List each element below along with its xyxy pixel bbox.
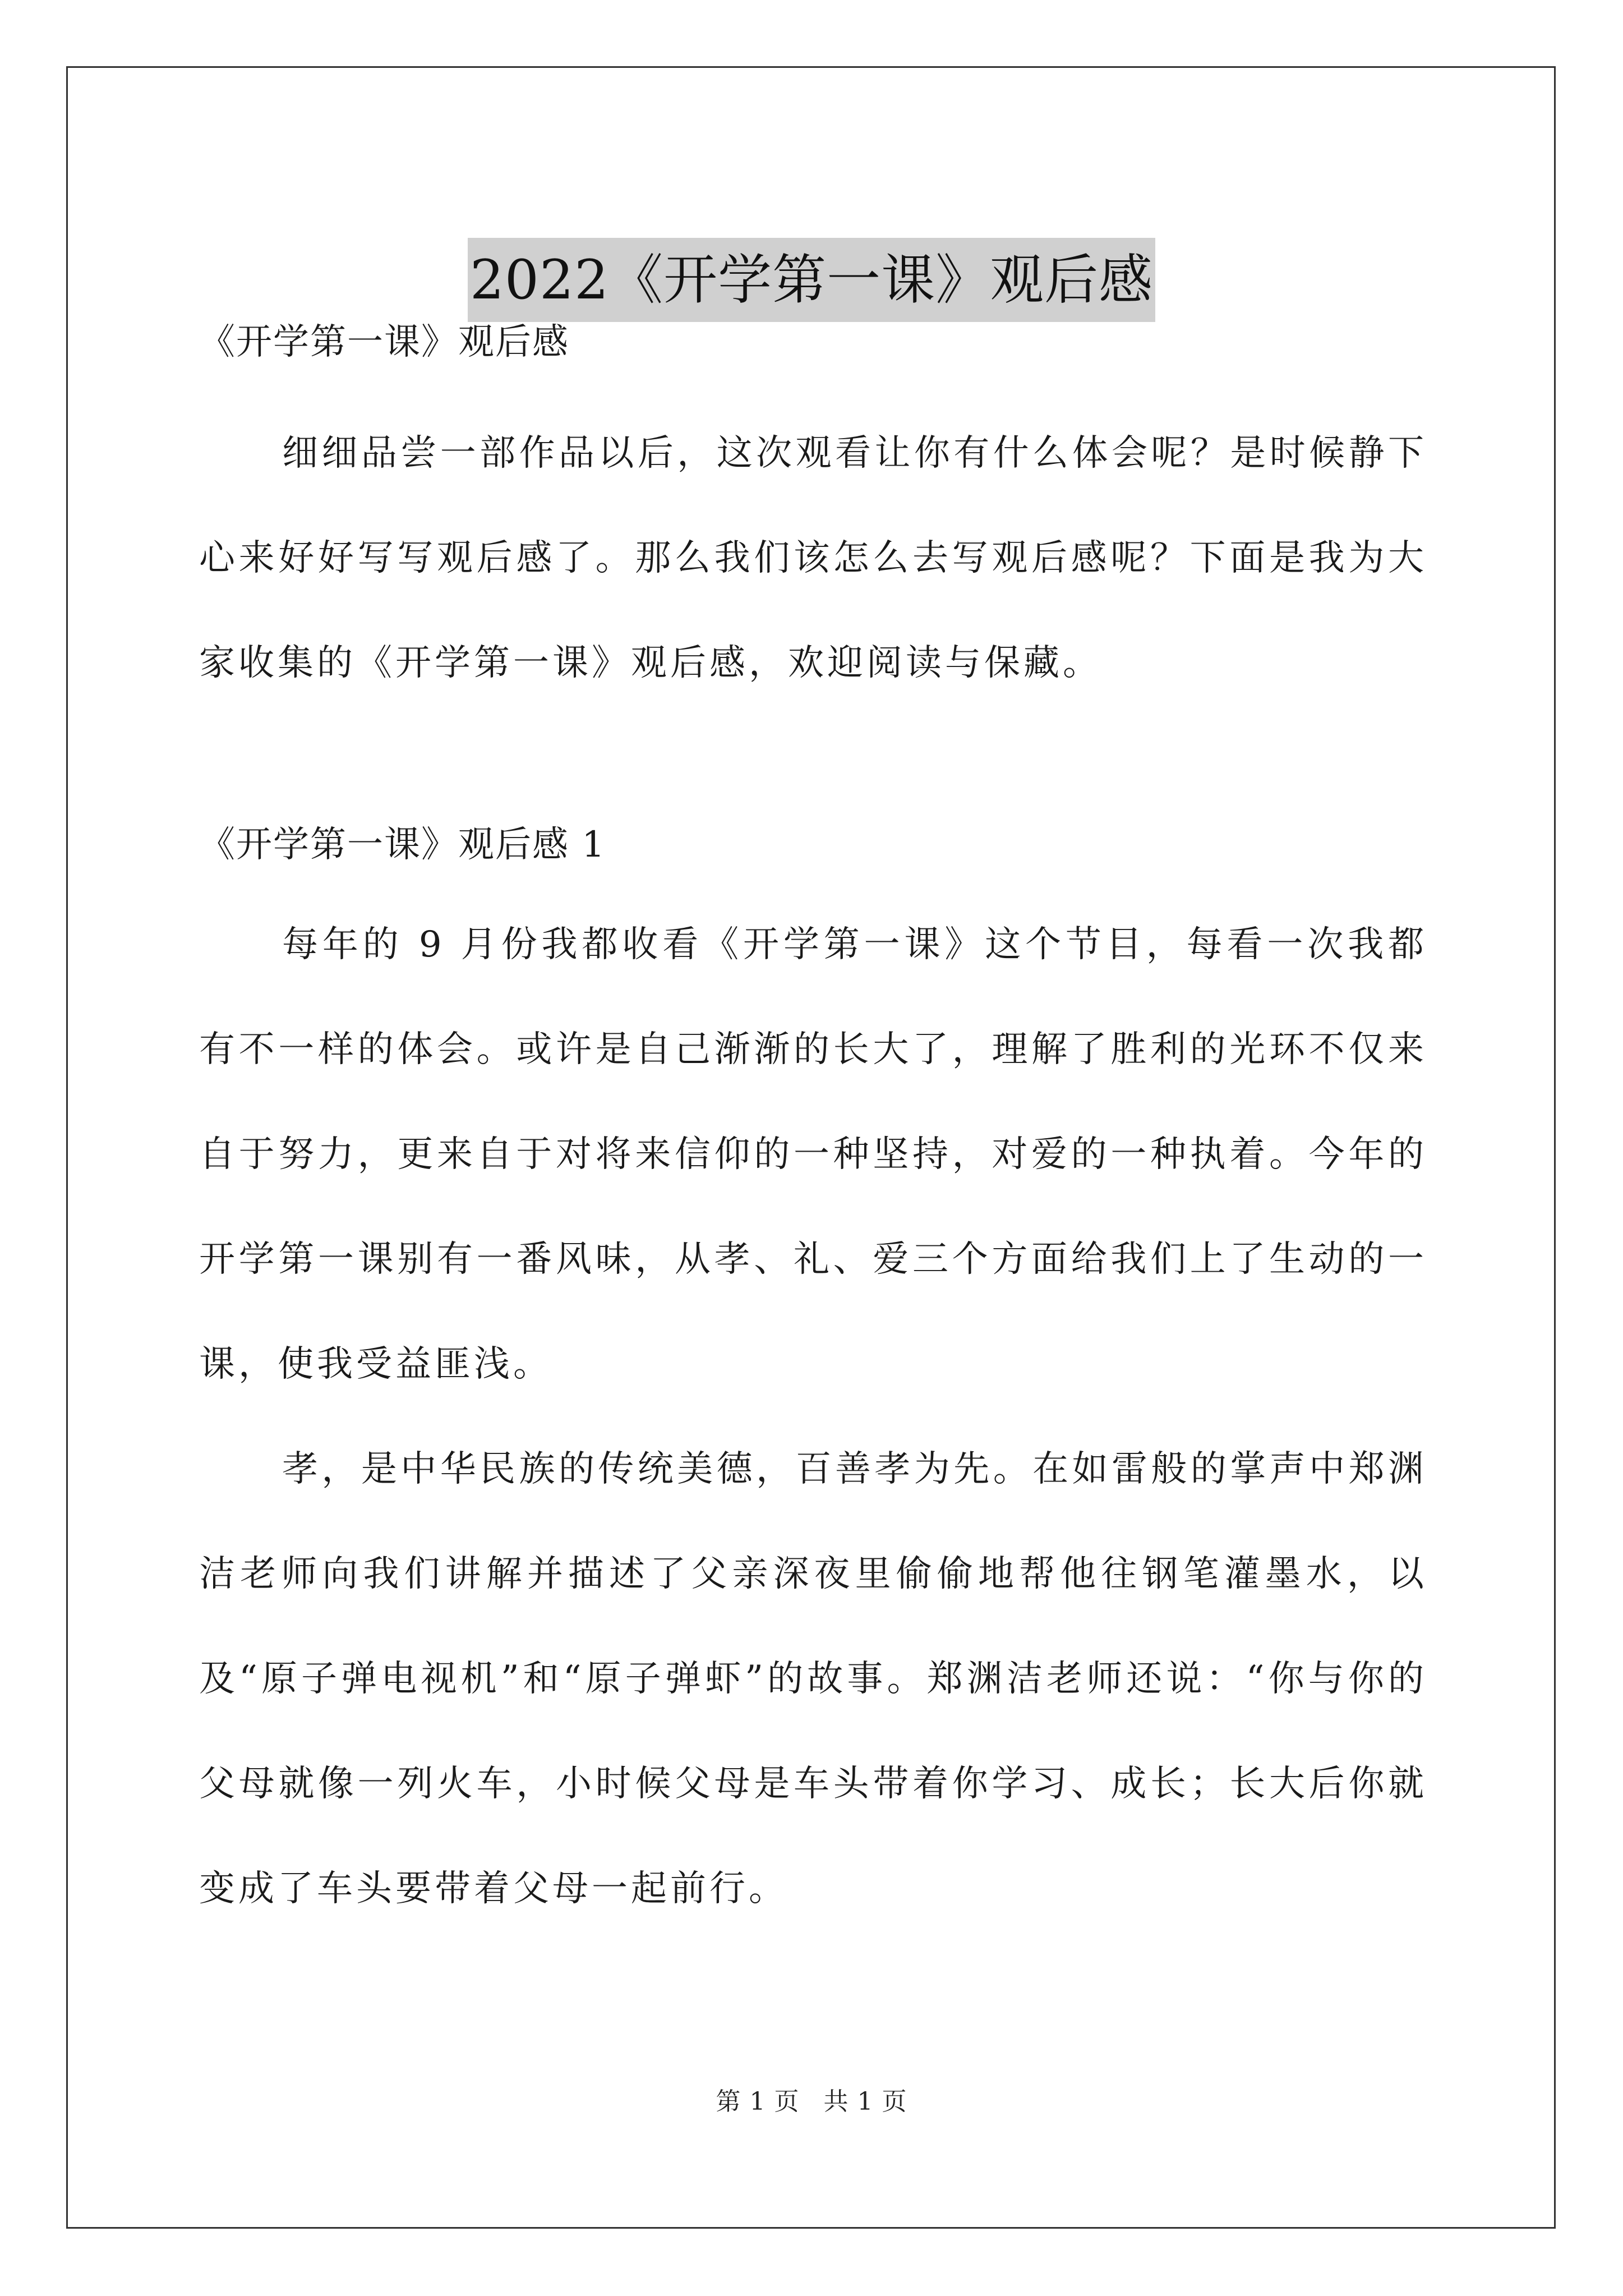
intro-paragraph: 细细品尝一部作品以后，这次观看让你有什么体会呢？是时候静下心来好好写写观后感了。那么我们该怎么去写观后感呢？下面是我为大家收集的《开学第一课》观后感，欢迎阅读与保藏。 [199, 432, 1427, 684]
page-number: 第 1 页 [716, 2087, 800, 2116]
document-body [199, 303, 1427, 1941]
section-paragraph: 每年的 9 月份我都收看《开学第一课》这个节目，每看一次我都有不一样的体会。或许是自己渐渐的长大了，理解了胜利的光环不仅来自于努力，更来自于对将来信仰的一种坚持，对爱的一种执着。今年的开学第一课别有一番风味，从孝、礼、爱三个方面给我们上了生动的一课，使我受益匪浅。 [199, 924, 1427, 1385]
page-footer [0, 2081, 1623, 2117]
page-total: 共 1 页 [823, 2087, 907, 2116]
document-title: 2022《开学第一课》观后感 [468, 238, 1155, 322]
section-paragraph: 孝，是中华民族的传统美德，百善孝为先。在如雷般的掌声中郑渊洁老师向我们讲解并描述了父亲深夜里偷偷地帮他往钢笔灌墨水，以及“原子弹电视机”和“原子弹虾”的故事。郑渊洁老师还说：“你与你的父母就像一列火车，小时候父母是车头带着你学习、成长；长大后你就变成了车头要带着父母一起前行。 [199, 1448, 1427, 1910]
document-subtitle: 《开学第一课》观后感 [199, 321, 569, 363]
section-heading: 《开学第一课》观后感 1 [199, 824, 606, 866]
